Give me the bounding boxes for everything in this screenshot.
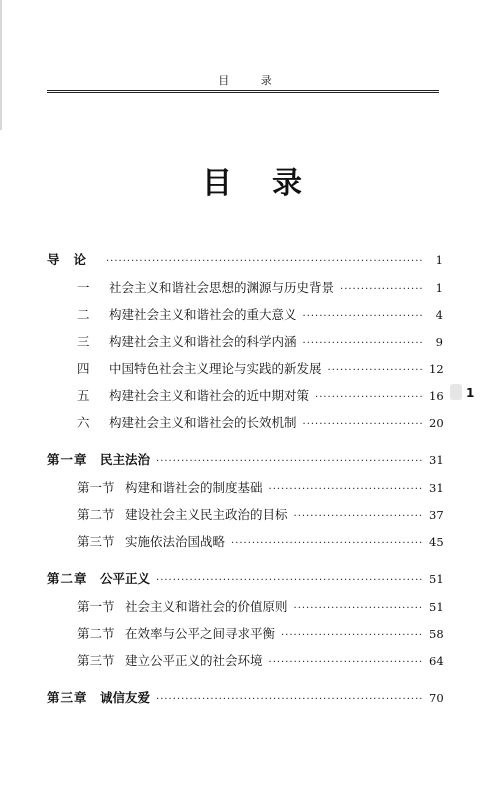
toc-section-entry[interactable] [47, 505, 443, 532]
toc-leader-dots [328, 365, 423, 376]
toc-entry-number: 一 [77, 280, 90, 295]
toc-page-number: 51 [429, 600, 444, 614]
toc-section-entry[interactable] [47, 597, 443, 624]
toc-entry-title: 民主法治 [100, 452, 151, 467]
toc-page-number: 16 [429, 389, 444, 403]
toc-leader-dots [269, 657, 423, 668]
toc-entry-number: 六 [77, 415, 90, 430]
toc-leader-dots [303, 419, 423, 430]
toc-page-number: 1 [435, 253, 443, 267]
table-of-contents [47, 250, 443, 716]
toc-entry-number: 第三章 [47, 690, 88, 705]
toc-page-number: 70 [429, 691, 444, 705]
toc-entry-title: 建设社会主义民主政治的目标 [125, 507, 288, 522]
toc-section-entry[interactable] [47, 651, 443, 678]
toc-entry-title: 实施依法治国战略 [125, 534, 226, 549]
toc-entry-title: 构建社会主义和谐社会的近中期对策 [109, 388, 310, 403]
toc-chapter-entry[interactable] [47, 688, 443, 716]
toc-leader-dots [106, 256, 423, 267]
toc-entry-number: 导论 [47, 252, 101, 267]
toc-section-entry[interactable] [47, 413, 443, 440]
toc-entry-number: 三 [77, 334, 90, 349]
toc-page-number: 1 [435, 281, 443, 295]
toc-section-entry[interactable] [47, 278, 443, 305]
toc-entry-number: 第一节 [77, 480, 115, 495]
toc-entry-number: 二 [77, 307, 90, 322]
side-page-number: 1 [466, 386, 475, 400]
toc-leader-dots [294, 603, 423, 614]
toc-page-number: 20 [429, 416, 444, 430]
margin-smudge [450, 384, 462, 400]
toc-entry-title: 建立公平正义的社会环境 [125, 653, 263, 668]
toc-page-number: 12 [429, 362, 444, 376]
page-title: 目录 [202, 166, 342, 201]
toc-entry-title: 在效率与公平之间寻求平衡 [125, 626, 276, 641]
toc-section-entry[interactable] [47, 624, 443, 651]
toc-entry-title: 构建社会主义和谐社会的长效机制 [109, 415, 297, 430]
toc-entry-title: 社会主义和谐社会的价值原则 [125, 599, 288, 614]
toc-leader-dots [315, 392, 423, 403]
toc-leader-dots [231, 538, 423, 549]
toc-entry-number: 五 [77, 388, 90, 403]
toc-leader-dots [156, 694, 423, 705]
toc-chapter-entry[interactable] [47, 250, 443, 278]
toc-section-entry[interactable] [47, 305, 443, 332]
toc-entry-title: 构建和谐社会的制度基础 [125, 480, 263, 495]
toc-entry-number: 第一章 [47, 452, 88, 467]
header-rule [47, 90, 439, 93]
toc-section-entry[interactable] [47, 478, 443, 505]
toc-leader-dots [340, 284, 423, 295]
toc-page-number: 64 [429, 654, 444, 668]
toc-entry-title: 构建社会主义和谐社会的科学内涵 [109, 334, 297, 349]
toc-page-number: 31 [429, 453, 444, 467]
toc-entry-number: 第三节 [77, 534, 115, 549]
toc-page-number: 4 [435, 308, 443, 322]
toc-page-number: 9 [435, 335, 443, 349]
toc-entry-title: 中国特色社会主义理论与实践的新发展 [109, 361, 322, 376]
toc-leader-dots [303, 338, 423, 349]
toc-page-number: 31 [429, 481, 444, 495]
toc-leader-dots [156, 456, 423, 467]
toc-page-number: 51 [429, 572, 444, 586]
toc-entry-title: 构建社会主义和谐社会的重大意义 [109, 307, 297, 322]
toc-leader-dots [303, 311, 423, 322]
toc-entry-number: 第二节 [77, 507, 115, 522]
toc-leader-dots [294, 511, 423, 522]
toc-chapter-entry[interactable] [47, 569, 443, 597]
toc-entry-title: 公平正义 [100, 571, 151, 586]
toc-entry-number: 第三节 [77, 653, 115, 668]
toc-entry-number: 第二章 [47, 571, 88, 586]
toc-page-number: 45 [429, 535, 444, 549]
toc-section-entry[interactable] [47, 532, 443, 559]
toc-leader-dots [281, 630, 423, 641]
toc-chapter-entry[interactable] [47, 450, 443, 478]
scan-edge-shadow [0, 0, 2, 130]
running-head: 目 录 [218, 74, 286, 87]
toc-page-number: 58 [429, 627, 444, 641]
toc-entry-number: 四 [77, 361, 90, 376]
toc-leader-dots [269, 484, 423, 495]
toc-section-entry[interactable] [47, 386, 443, 413]
toc-leader-dots [156, 575, 423, 586]
toc-entry-number: 第一节 [77, 599, 115, 614]
toc-page-number: 37 [429, 508, 444, 522]
toc-entry-title: 社会主义和谐社会思想的渊源与历史背景 [109, 280, 335, 295]
toc-section-entry[interactable] [47, 332, 443, 359]
toc-entry-number: 第二节 [77, 626, 115, 641]
toc-section-entry[interactable] [47, 359, 443, 386]
toc-entry-title: 诚信友爱 [100, 690, 151, 705]
